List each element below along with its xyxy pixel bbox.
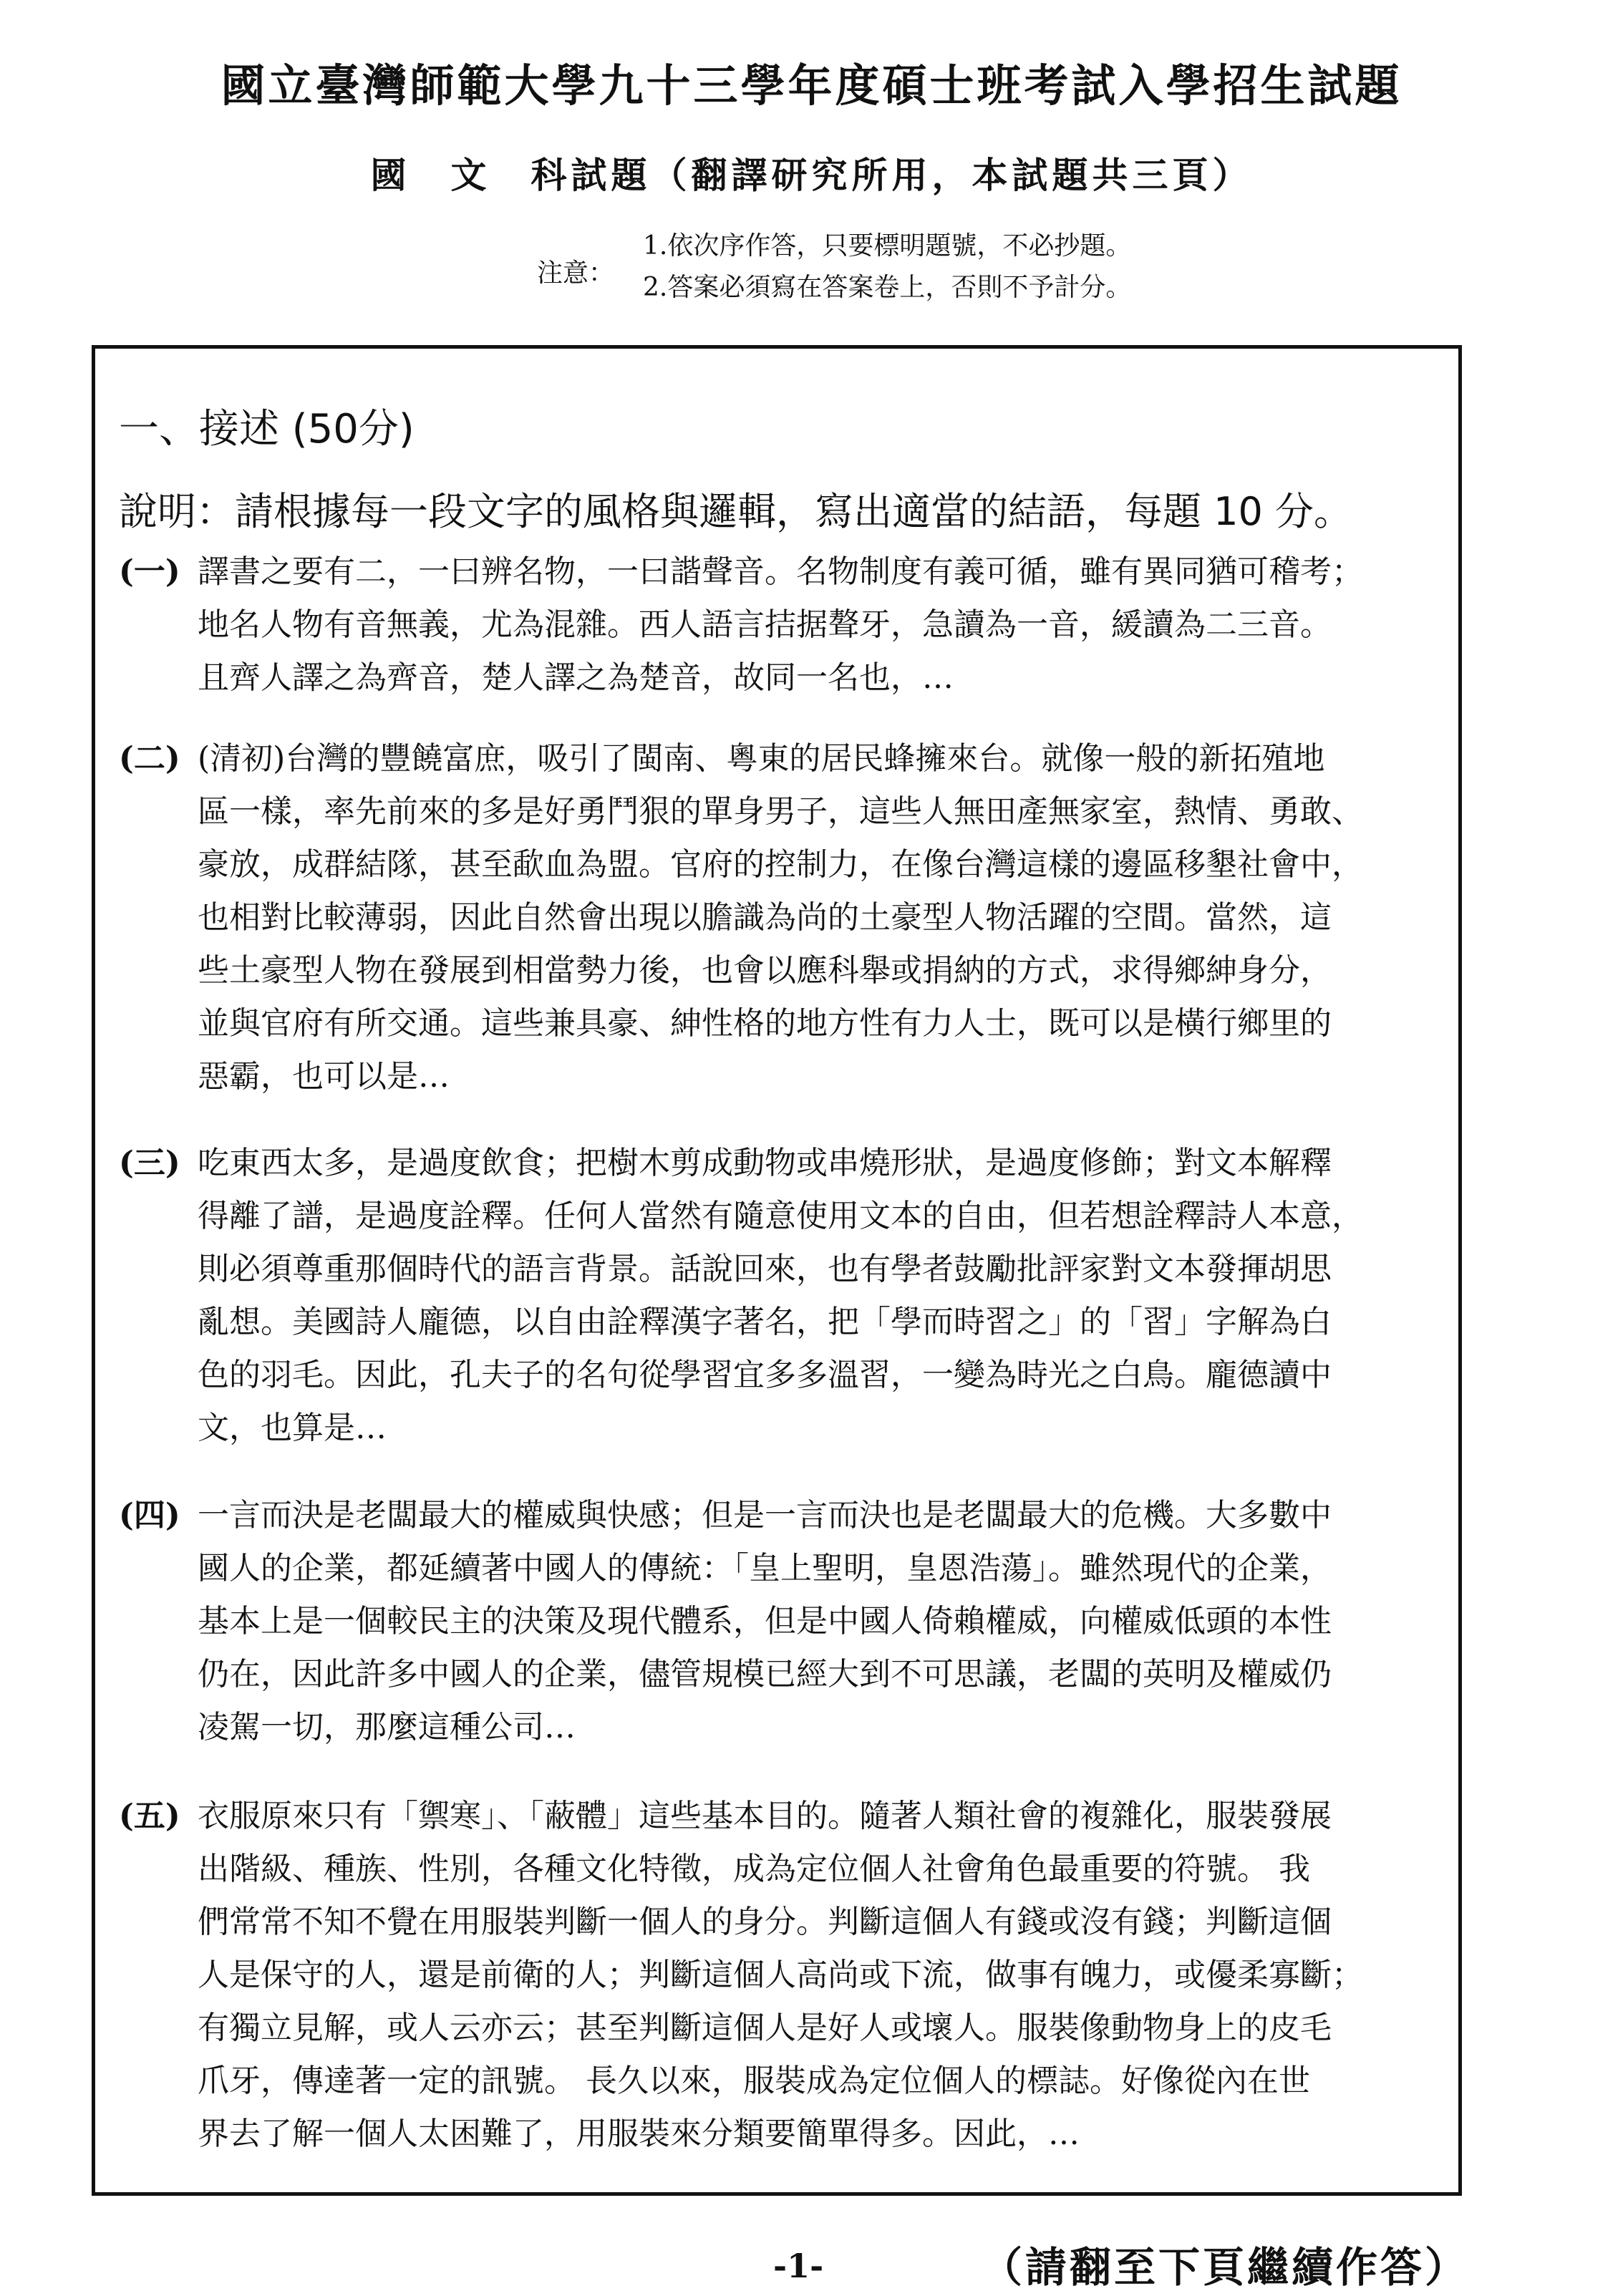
question-line: 一言而決是老闆最大的權威與快感；但是一言而決也是老闆最大的危機。大多數中 — [198, 1497, 1332, 1534]
question-number: (三) — [119, 1145, 180, 1181]
question-line: 且齊人譯之為齊音，楚人譯之為楚音，故同一名也，… — [198, 659, 954, 696]
section-heading: 一、接述 (50分) — [119, 406, 415, 452]
question-line: 些土豪型人物在發展到相當勢力後，也會以應科舉或捐納的方式，求得鄉紳身分， — [198, 952, 1332, 989]
page-number: -1- — [773, 2247, 824, 2285]
question-line: 基本上是一個較民主的決策及現代體系，但是中國人倚賴權威，向權威低頭的本性 — [198, 1603, 1332, 1639]
question-line: 文，也算是… — [198, 1410, 387, 1446]
question-line: 色的羽毛。因此，孔夫子的名句從學習宜多多溫習，一變為時光之白鳥。龐德讀中 — [198, 1357, 1332, 1393]
question-line: 譯書之要有二，一曰辨名物，一曰諧聲音。名物制度有義可循，雖有異同猶可稽考； — [198, 553, 1363, 590]
exam-title: 國立臺灣師範大學九十三學年度碩士班考試入學招生試題 — [221, 59, 1402, 112]
question-number: (二) — [119, 740, 180, 777]
question-line: 得離了譜，是過度詮釋。任何人當然有隨意使用文本的自由，但若想詮釋詩人本意， — [198, 1198, 1363, 1234]
question-line: 國人的企業，都延續著中國人的傳統：「皇上聖明，皇恩浩蕩」。雖然現代的企業， — [198, 1550, 1332, 1587]
continue-note: （請翻至下頁繼續作答） — [981, 2243, 1470, 2292]
question-line: 亂想。美國詩人龐德，以自由詮釋漢字著名，把「學而時習之」的「習」字解為白 — [198, 1304, 1332, 1340]
question-line: 惡霸，也可以是… — [198, 1058, 450, 1095]
notes-list — [643, 226, 1131, 309]
question-line: 吃東西太多，是過度飲食；把樹木剪成動物或串燒形狀，是過度修飾；對文本解釋 — [198, 1145, 1332, 1181]
question-line: 爪牙，傳達著一定的訊號。 長久以來，服裝成為定位個人的標誌。好像從內在世 — [198, 2063, 1310, 2099]
question-line: (清初)台灣的豐饒富庶，吸引了閩南、粵東的居民蜂擁來台。就像一般的新拓殖地 — [198, 740, 1325, 777]
question-line: 豪放，成群結隊，甚至歃血為盟。官府的控制力，在像台灣這樣的邊區移墾社會中， — [198, 846, 1363, 883]
note-item: 1.依次序作答，只要標明題號，不必抄題。 — [643, 231, 1132, 261]
question-line: 衣服原來只有「禦寒」、「蔽體」這些基本目的。隨著人類社會的複雜化，服裝發展 — [198, 1798, 1332, 1834]
question-line: 界去了解一個人太困難了，用服裝來分類要簡單得多。因此，… — [198, 2116, 1080, 2152]
question-number: (五) — [119, 1798, 180, 1834]
question-line: 區一樣，率先前來的多是好勇鬥狠的單身男子，這些人無田產無家室，熱情、勇敢、 — [198, 793, 1363, 830]
notes-label: 注意： — [537, 258, 615, 288]
question-number: (一) — [119, 553, 180, 590]
question-line: 有獨立見解，或人云亦云；甚至判斷這個人是好人或壞人。服裝像動物身上的皮毛 — [198, 2010, 1332, 2046]
question-line: 也相對比較薄弱，因此自然會出現以膽識為尚的土豪型人物活躍的空間。當然，這 — [198, 899, 1332, 936]
question-number: (四) — [119, 1497, 180, 1534]
question-line: 則必須尊重那個時代的語言背景。話說回來，也有學者鼓勵批評家對文本發揮胡思 — [198, 1251, 1332, 1287]
question-line: 凌駕一切，那麼這種公司… — [198, 1709, 576, 1745]
exam-subtitle: 國 文 科試題（翻譯研究所用，本試題共三頁） — [370, 154, 1253, 196]
section-instruction: 說明：請根據每一段文字的風格與邏輯，寫出適當的結語，每題 10 分。 — [119, 489, 1353, 534]
note-item: 2.答案必須寫在答案卷上，否則不予計分。 — [643, 273, 1132, 302]
question-line: 並與官府有所交通。這些兼具豪、紳性格的地方性有力人士，既可以是橫行鄉里的 — [198, 1005, 1332, 1042]
question-line: 地名人物有音無義，尤為混雜。西人語言拮据聱牙，急讀為一音，緩讀為二三音。 — [198, 606, 1332, 643]
question-line: 們常常不知不覺在用服裝判斷一個人的身分。判斷這個人有錢或沒有錢；判斷這個 — [198, 1904, 1332, 1940]
question-line: 出階級、種族、性別，各種文化特徵，成為定位個人社會角色最重要的符號。 我 — [198, 1851, 1310, 1887]
question-line: 仍在，因此許多中國人的企業，儘管規模已經大到不可思議，老闆的英明及權威仍 — [198, 1656, 1332, 1692]
question-line: 人是保守的人，還是前衛的人；判斷這個人高尚或下流，做事有魄力，或優柔寡斷； — [198, 1957, 1363, 1993]
